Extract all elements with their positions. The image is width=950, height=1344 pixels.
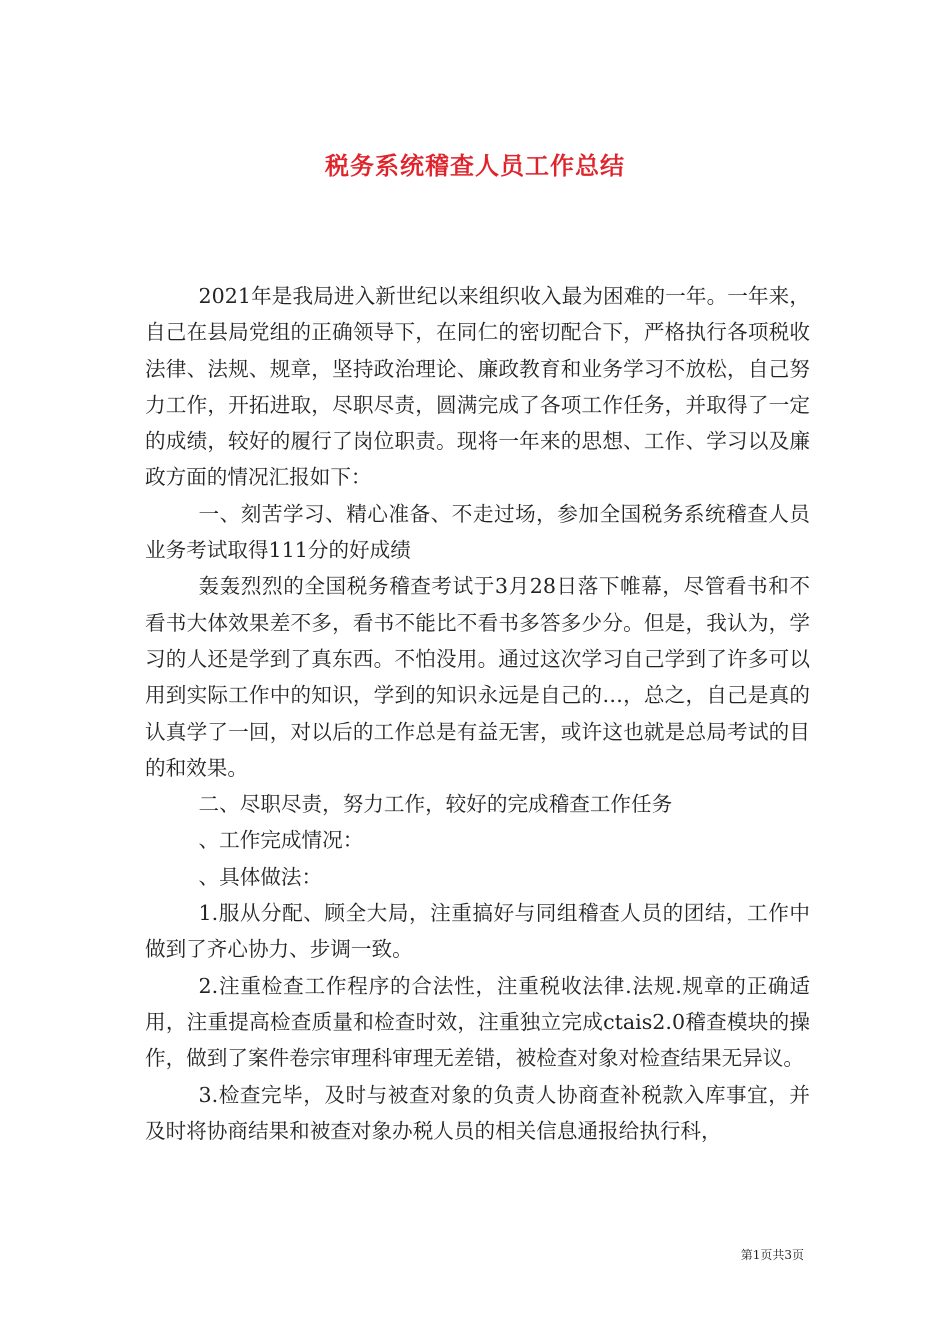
list-item-1: 1.服从分配、顾全大局，注重搞好与同组稽查人员的团结，工作中做到了齐心协力、步调一致。 — [145, 901, 810, 962]
list-item-2: 2.注重检查工作程序的合法性，注重税收法律.法规.规章的正确适用，注重提高检查质量和检查时效，注重独立完成ctais2.0稽查模块的操作，做到了案件卷宗审理科审理无差错，被检查对象对检查结果无异议。 — [145, 973, 810, 1071]
subheading-methods: 、具体做法： — [198, 864, 323, 889]
paragraph-exam: 轰轰烈烈的全国税务稽查考试于3月28日落下帷幕，尽管看书和不看书大体效果差不多，看书不能比不看书多答多少分。但是，我认为，学习的人还是学到了真东西。不怕没用。通过这次学习自己学到了许多可以用到实际工作中的知识，学到的知识永远是自己的…，总之，自己是真的认真学了一回，对以后的工作总是有益无害，或许这也就是总局考试的目的和效果。 — [145, 574, 810, 780]
page-title: 税务系统稽查人员工作总结 — [325, 151, 625, 181]
paragraph-intro: 2021年是我局进入新世纪以来组织收入最为困难的一年。一年来，自己在县局党组的正确领导下，在同仁的密切配合下，严格执行各项税收法律、法规、规章，坚持政治理论、廉政教育和业务学习不放松，自己努力工作，开拓进取，尽职尽责，圆满完成了各项工作任务，并取得了一定的成绩，较好的履行了岗位职责。现将一年来的思想、工作、学习以及廉政方面的情况汇报如下： — [145, 284, 810, 490]
section-heading-2: 二、尽职尽责，努力工作，较好的完成稽查工作任务 — [198, 792, 673, 817]
page-footer: 第1页共3页 — [740, 1248, 804, 1262]
subheading-work-status: 、工作完成情况： — [198, 828, 364, 853]
document-body — [145, 278, 810, 1149]
list-item-3: 3.检查完毕，及时与被查对象的负责人协商查补税款入库事宜，并及时将协商结果和被查对象办税人员的相关信息通报给执行科， — [145, 1082, 810, 1143]
section-heading-1: 一、刻苦学习、精心准备、不走过场，参加全国税务系统稽查人员业务考试取得111分的好成绩 — [145, 501, 810, 563]
